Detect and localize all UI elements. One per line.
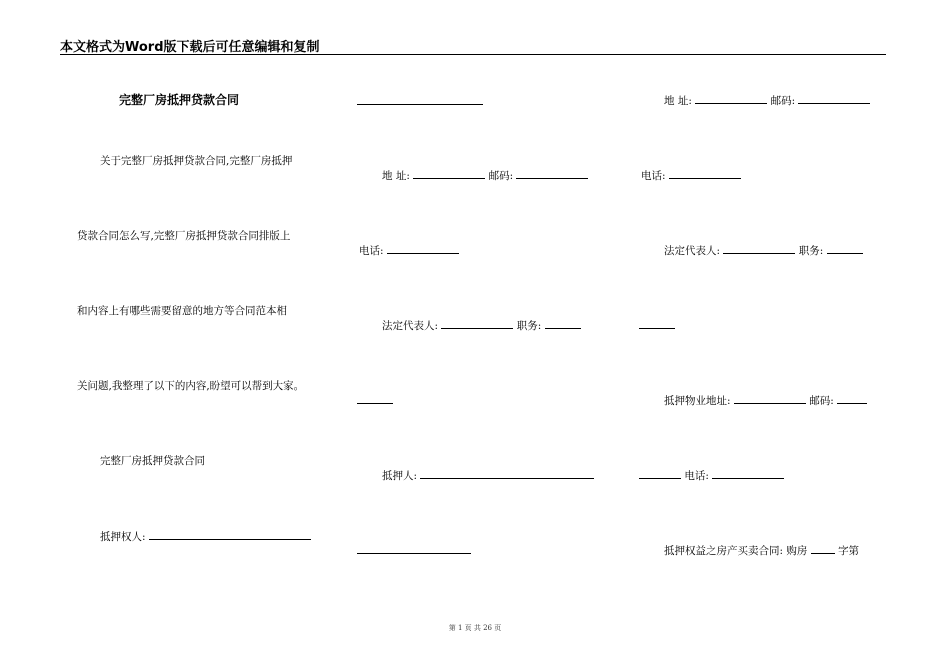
page-number: 第 1 页 共 26 页 [448,624,502,632]
mortgagee-field [100,528,311,544]
postcode-blank[interactable] [516,167,588,179]
postcode-label: 邮码: [770,95,796,107]
legal-rep-label: 法定代表人: [664,245,721,257]
position-label: 职务: [798,245,824,257]
mortgagor-field [382,467,594,483]
legal-rep-label: 法定代表人: [382,320,439,332]
address-label: 地 址: [664,95,692,107]
address-blank[interactable] [413,167,485,179]
phone-blank[interactable] [387,242,459,254]
mortgagor-blank[interactable] [420,467,594,479]
position-label: 职务: [516,320,542,332]
address-blank[interactable] [695,92,767,104]
blank-line[interactable] [357,403,393,404]
mortgagee-phone-row [359,242,459,258]
mortgagor-label: 抵押人: [382,470,418,482]
blank-line[interactable] [357,104,483,105]
intro-paragraph-line-1: 关于完整厂房抵押贷款合同,完整厂房抵押 [100,155,293,167]
mortgagor-phone-row [641,167,741,183]
purchase-contract-row [664,542,859,558]
section-subtitle: 完整厂房抵押贷款合同 [100,455,205,467]
postcode-label: 邮码: [488,170,514,182]
mortgagor-legal-rep-row [664,242,863,258]
address-label: 地 址: [382,170,410,182]
mortgagee-blank[interactable] [149,528,311,540]
position-blank[interactable] [827,242,863,254]
document-header: 本文格式为Word版下载后可任意编辑和复制 [60,40,320,55]
property-address-label: 抵押物业地址: [664,395,731,407]
intro-paragraph-line-2: 贷款合同怎么写,完整厂房抵押贷款合同排版上 [77,230,291,242]
document-title: 完整厂房抵押贷款合同 [119,93,240,107]
postcode-blank[interactable] [798,92,870,104]
property-address-blank[interactable] [734,392,806,404]
mortgagee-label: 抵押权人: [100,531,146,543]
purchase-contract-label: 抵押权益之房产买卖合同: 购房 [664,545,808,557]
contract-number-blank[interactable] [811,542,835,554]
legal-rep-blank[interactable] [723,242,795,254]
property-address-row [664,392,867,408]
phone-label: 电话: [684,470,709,482]
postcode-label: 邮码: [809,395,834,407]
mortgagor-address-row [664,92,870,108]
blank-line[interactable] [639,328,675,329]
phone-blank[interactable] [712,467,784,479]
position-blank[interactable] [545,317,581,329]
phone-label: 电话: [359,245,384,257]
leading-blank[interactable] [639,467,681,479]
blank-line[interactable] [357,553,471,554]
phone-label: 电话: [641,170,666,182]
phone-blank[interactable] [669,167,741,179]
intro-paragraph-line-4: 关问题,我整理了以下的内容,盼望可以帮到大家。 [77,380,305,392]
intro-paragraph-line-3: 和内容上有哪些需要留意的地方等合同范本相 [77,305,287,317]
mortgagee-legal-rep-row [382,317,581,333]
property-phone-row [639,467,784,483]
header-divider [60,54,886,55]
postcode-blank[interactable] [837,392,867,404]
legal-rep-blank[interactable] [441,317,513,329]
mortgagee-address-row [382,167,588,183]
purchase-contract-suffix: 字第 [838,545,860,557]
